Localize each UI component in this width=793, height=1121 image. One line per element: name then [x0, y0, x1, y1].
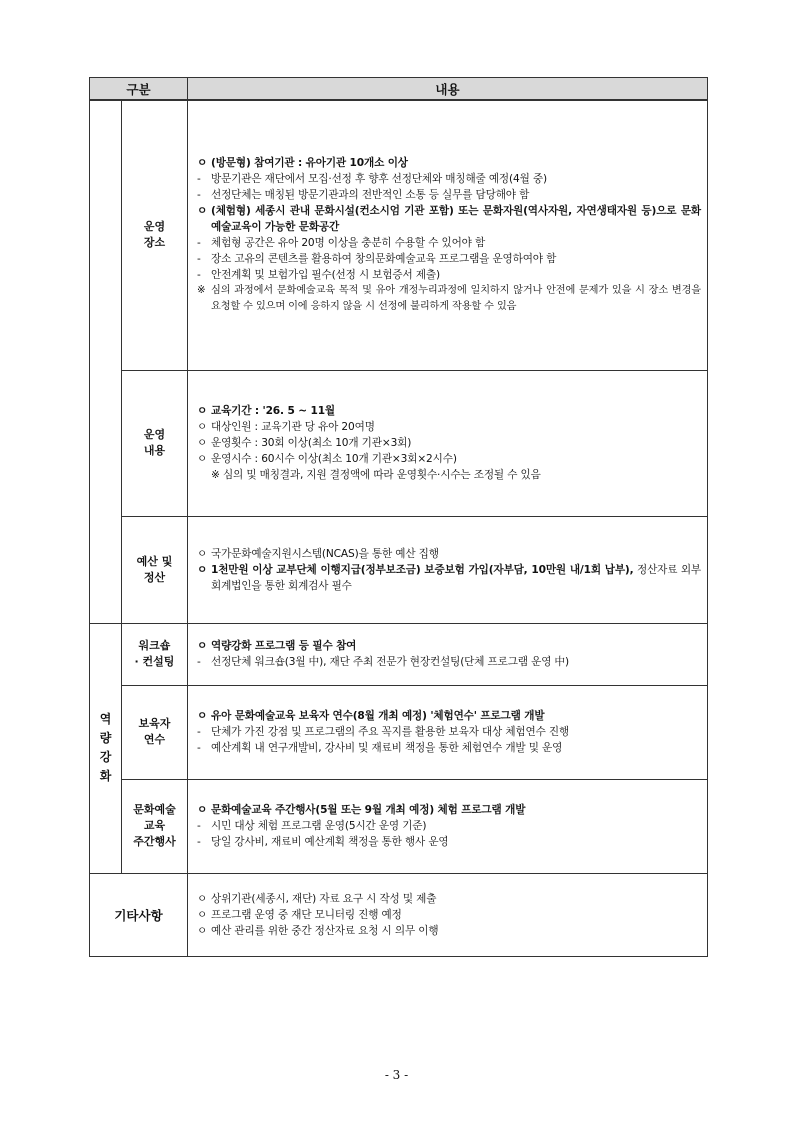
row-other [90, 873, 708, 956]
list-item: ㅇ 운영시수 : 60시수 이상(최소 10개 기관×3회×2시수) [197, 453, 457, 465]
content-training [188, 685, 708, 779]
content-operation [188, 370, 708, 516]
label-budget: 예산 및 정산 [122, 516, 188, 623]
header-content: 내용 [188, 78, 708, 101]
table-header-row [90, 78, 708, 101]
content-other [188, 873, 708, 956]
list-item: - 당일 강사비, 재료비 예산계획 책정을 통한 행사 운영 [197, 836, 449, 848]
list-item: - 선정단체는 매칭된 방문기관과의 전반적인 소통 등 실무를 담당해야 함 [197, 189, 530, 202]
label-training: 보육자 연수 [122, 685, 188, 779]
blank-group-cell [90, 100, 122, 623]
list-item: ㅇ 예산 관리를 위한 중간 정산자료 요청 시 의무 이행 [197, 924, 439, 937]
list-item: - 선정단체 워크숍(3월 中), 재단 주최 전문가 현장컨설팅(단체 프로그램 운영 中) [197, 656, 569, 668]
note-item: ※ 심의 및 매칭결과, 지원 결정액에 따라 운영횟수·시수는 조정될 수 있음 [211, 469, 541, 481]
list-item: ㅇ 프로그램 운영 중 재단 모니터링 진행 예정 [197, 908, 402, 921]
list-item: - 단체가 가진 강점 및 프로그램의 주요 꼭지를 활용한 보육자 대상 체험연수 진행 [197, 726, 570, 738]
row-content [90, 370, 708, 516]
list-item: - 체험형 공간은 유아 20명 이상을 충분히 수용할 수 있어야 함 [197, 237, 486, 250]
note-item: ※ 심의 과정에서 문화예술교육 목적 및 유아 개정누리과정에 일치하지 않거나 안전에 문제가 있을 시 장소 변경을 요청할 수 있으며 이에 응하지 않을 시 선정에 불리하게 작용할 수 있음 [197, 285, 701, 313]
header-category: 구분 [90, 78, 188, 101]
list-item: - 장소 고유의 콘텐츠를 활용하여 창의문화예술교육 프로그램을 운영하여야 함 [197, 253, 557, 266]
row-training [90, 685, 708, 779]
row-workshop [90, 623, 708, 685]
list-item: ㅇ 교육기간 : '26. 5 ~ 11월 [197, 405, 335, 417]
label-place: 운영 장소 [122, 100, 188, 370]
list-item: ㅇ (방문형) 참여기관 : 유아기관 10개소 이상 [197, 157, 408, 170]
list-item: - 예산계획 내 연구개발비, 강사비 및 재료비 책정을 통한 체험연수 개발 및 운영 [197, 742, 563, 754]
list-item: - 시민 대상 체험 프로그램 운영(5시간 운영 기준) [197, 820, 427, 832]
label-other: 기타사항 [90, 873, 188, 956]
list-item: ㅇ 1천만원 이상 교부단체 이행지급(정부보조금) 보증보험 가입(자부담, 10만원 내/1회 납부), 정산자료 외부회계법인을 통한 회계검사 필수 [197, 563, 701, 592]
row-festival [90, 779, 708, 873]
row-budget [90, 516, 708, 623]
content-workshop [188, 623, 708, 685]
list-item: ㅇ (체험형) 세종시 관내 문화시설(컨소시엄 기관 포함) 또는 문화자원(역사자원, 자연생태자원 등)으로 문화예술교육이 가능한 문화공간 [197, 205, 701, 234]
content-place [188, 100, 708, 370]
program-table [89, 77, 708, 957]
page-number: - 3 - [384, 1068, 409, 1082]
list-item: ㅇ 역량강화 프로그램 등 필수 참여 [197, 640, 357, 652]
list-item: ㅇ 유아 문화예술교육 보육자 연수(8월 개최 예정) '체험연수' 프로그램 개발 [197, 710, 545, 722]
content-budget [188, 516, 708, 623]
capacity-group-label: 역 량 강 화 [90, 623, 122, 873]
label-festival: 문화예술 교육 주간행사 [122, 779, 188, 873]
list-item: ㅇ 운영횟수 : 30회 이상(최소 10개 기관×3회) [197, 437, 412, 449]
list-item: ㅇ 대상인원 : 교육기관 당 유아 20여명 [197, 421, 375, 433]
row-place [90, 100, 708, 370]
label-content: 운영 내용 [122, 370, 188, 516]
list-item: - 방문기관은 재단에서 모집·선정 후 향후 선정단체와 매칭해줄 예정(4월 중) [197, 173, 547, 186]
list-item: ㅇ 국가문화예술지원시스템(NCAS)을 통한 예산 집행 [197, 547, 439, 560]
list-item: ㅇ 상위기관(세종시, 재단) 자료 요구 시 작성 및 제출 [197, 892, 437, 905]
label-workshop: 워크숍 · 컨설팅 [122, 623, 188, 685]
list-item: - 안전계획 및 보험가입 필수(선정 시 보험증서 제출) [197, 269, 440, 282]
list-item: ㅇ 문화예술교육 주간행사(5월 또는 9월 개최 예정) 체험 프로그램 개발 [197, 804, 526, 816]
content-festival [188, 779, 708, 873]
